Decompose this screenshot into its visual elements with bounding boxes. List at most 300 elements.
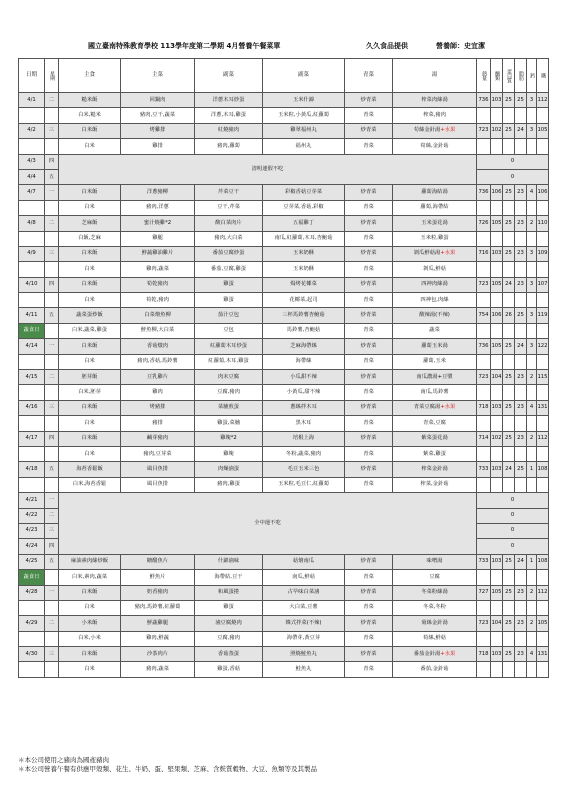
nutrition-cal-cell (477, 631, 491, 646)
nutrition-prot-cell (503, 416, 515, 431)
table-row (19, 216, 549, 231)
soup-text: 四神包,肉絲 (420, 296, 449, 303)
main-dish-cell: 豬肉,洋蔥 (121, 200, 195, 215)
soup-text: 紫菜蛋花湯 (421, 435, 448, 442)
nutrition-cal-cell: 723 (477, 370, 491, 385)
table-row (19, 246, 549, 261)
vegetable-cell: 炒青菜 (345, 93, 393, 108)
nutrition-fe-cell (537, 662, 549, 677)
nutrition-cal-cell: 736 (477, 339, 491, 354)
soup-cell (393, 370, 477, 385)
soup-cell (393, 600, 477, 615)
nutrition-ca-cell (527, 416, 537, 431)
staple-cell: 白米 (59, 600, 121, 615)
side-dish-2-cell: 蔥絲拌木耳 (263, 400, 345, 415)
staple-cell: 小米飯 (59, 616, 121, 631)
side-dish-2-cell: 韓式拌菜(不辣) (263, 616, 345, 631)
table-row (19, 385, 549, 400)
weekday-cell: 一 (45, 339, 59, 354)
nutrition-ca-cell: 4 (527, 185, 537, 200)
side-dish-1-cell: 豆干,芹菜 (195, 200, 263, 215)
soup-cell (393, 431, 477, 446)
soup-cell (393, 123, 477, 138)
weekday-cell (45, 600, 59, 615)
weekday-cell (45, 662, 59, 677)
side-dish-2-cell: 大白菜,豆薯 (263, 600, 345, 615)
nutrition-carb-cell (491, 354, 503, 369)
nutrition-fat-cell (515, 200, 527, 215)
weekday-cell (45, 293, 59, 308)
soup-text: 冬菜粉絲湯 (421, 589, 448, 596)
nutrition-ca-cell (527, 570, 537, 585)
side-dish-1-cell: 豬肉,蘿蔔 (195, 139, 263, 154)
nutrition-cal-cell (477, 385, 491, 400)
nutrition-ca-cell: 2 (527, 216, 537, 231)
nutrition-prot-cell (503, 570, 515, 585)
date-cell: 4/25 (19, 554, 45, 569)
nutrition-cal-cell (477, 477, 491, 492)
vegetable-cell: 青菜 (345, 262, 393, 277)
nutrition-ca-cell (527, 293, 537, 308)
nutrition-fat-cell (515, 262, 527, 277)
nutrition-fe-cell: 106 (537, 185, 549, 200)
nutrition-cal-cell: 714 (477, 431, 491, 446)
soup-text: 榨菜肉絲湯 (421, 96, 448, 103)
nutrition-fe-cell: 122 (537, 339, 549, 354)
vegetable-cell: 青菜 (345, 323, 393, 338)
staple-cell: 白米,小米 (59, 631, 121, 646)
weekday-cell: 四 (45, 539, 59, 554)
staple-cell: 白米 (59, 662, 121, 677)
soup-text: 豆腐 (429, 573, 440, 580)
nutrition-fe-cell (537, 446, 549, 461)
calories-cell: 0 (477, 154, 549, 169)
nutrition-ca-cell (527, 600, 537, 615)
vegetable-cell: 青菜 (345, 385, 393, 400)
nutrition-fat-cell (515, 631, 527, 646)
nutrition-fe-cell (537, 416, 549, 431)
side-dish-1-cell: 和風蛋捲 (195, 585, 263, 600)
main-dish-cell: 烤雞排 (121, 123, 195, 138)
nutrition-fat-cell (515, 108, 527, 123)
nutrition-fat-cell (515, 231, 527, 246)
weekday-cell: 一 (45, 585, 59, 600)
side-dish-1-cell: 豆腐,豬肉 (195, 385, 263, 400)
nutrition-carb-cell (491, 477, 503, 492)
table-row (19, 139, 549, 154)
nutrition-fe-cell: 131 (537, 400, 549, 415)
nutrition-ca-cell: 4 (527, 400, 537, 415)
table-row (19, 585, 549, 600)
nutrition-fe-cell (537, 231, 549, 246)
vegetable-cell: 青菜 (345, 293, 393, 308)
nutrition-prot-cell (503, 108, 515, 123)
main-dish-cell: 筍乾,豬肉 (121, 293, 195, 308)
vegetable-cell: 炒青菜 (345, 462, 393, 477)
nutrition-prot-cell: 25 (503, 431, 515, 446)
nutrition-fat-cell (515, 323, 527, 338)
side-dish-1-cell: 紅蘿蔔木耳炒蛋 (195, 339, 263, 354)
nutrition-carb-cell (491, 231, 503, 246)
weekday-cell: 四 (45, 277, 59, 292)
nutrition-ca-cell (527, 139, 537, 154)
table-row (19, 354, 549, 369)
date-cell (19, 293, 45, 308)
main-dish-cell: 鮮魚柳,大白菜 (121, 323, 195, 338)
side-dish-2-cell: 南瓜,鮮菇 (263, 570, 345, 585)
nutrition-fat-cell: 23 (515, 647, 527, 662)
nutrition-fe-cell (537, 600, 549, 615)
date-cell (19, 139, 45, 154)
vegetable-cell: 炒青菜 (345, 308, 393, 323)
weekday-cell (45, 323, 59, 338)
menu-header (18, 41, 548, 53)
main-dish-cell: 豬肉,豆芽菜 (121, 446, 195, 461)
soup-text: 蘿蔔,玉米 (423, 358, 446, 365)
table-row (19, 600, 549, 615)
nutrition-prot-cell: 25 (503, 647, 515, 662)
vegetable-cell: 炒青菜 (345, 647, 393, 662)
nutrition-fat-cell (515, 139, 527, 154)
weekday-cell (45, 446, 59, 461)
weekday-cell: 二 (45, 370, 59, 385)
nutrition-ca-cell: 3 (527, 93, 537, 108)
nutrition-fe-cell (537, 108, 549, 123)
side-dish-1-cell: 番茄豆腐炒蛋 (195, 246, 263, 261)
nutrition-prot-cell: 25 (503, 93, 515, 108)
nutrition-cal-cell (477, 570, 491, 585)
fruit-note: +水果 (440, 650, 456, 657)
nutrition-ca-cell (527, 385, 537, 400)
soup-text: 青菜豆腐湯 (413, 404, 441, 411)
nutrition-fe-cell (537, 139, 549, 154)
nutrition-prot-cell: 26 (503, 308, 515, 323)
nutrition-carb-cell (491, 385, 503, 400)
soup-cell (393, 200, 477, 215)
nutrition-ca-cell (527, 262, 537, 277)
side-dish-1-cell: 雞蛋,香菇 (195, 662, 263, 677)
side-dish-1-cell: 什錦滷味 (195, 554, 263, 569)
weekday-cell (45, 416, 59, 431)
nutrition-prot-cell: 25 (503, 370, 515, 385)
soup-text: 酸辣湯(不辣) (419, 312, 450, 319)
nutrition-ca-cell (527, 446, 537, 461)
staple-cell: 白米飯 (59, 185, 121, 200)
nutrition-carb-cell (491, 631, 503, 646)
nutrition-cal-cell (477, 200, 491, 215)
soup-cell (393, 216, 477, 231)
nutrition-prot-cell (503, 631, 515, 646)
nutritionist-label: 營養師：史宜潔 (436, 42, 485, 50)
nutrition-prot-cell (503, 139, 515, 154)
date-cell (19, 200, 45, 215)
nutrition-fat-cell: 23 (515, 585, 527, 600)
nutrition-fe-cell: 110 (537, 216, 549, 231)
nutrition-prot-cell (503, 293, 515, 308)
weekday-cell: 一 (45, 493, 59, 508)
staple-cell: 胚芽飯 (59, 370, 121, 385)
nutrition-cal-cell (477, 600, 491, 615)
date-cell (19, 385, 45, 400)
nutrition-prot-cell: 25 (503, 616, 515, 631)
soup-text: 味噌湯 (426, 558, 443, 565)
nutrition-cal-cell: 736 (477, 185, 491, 200)
nutrition-carb-cell: 103 (491, 647, 503, 662)
main-dish-cell: 風目魚排 (121, 477, 195, 492)
main-dish-cell: 沙茶肉片 (121, 647, 195, 662)
date-cell: 4/9 (19, 246, 45, 261)
date-cell: 4/18 (19, 462, 45, 477)
soup-cell (393, 477, 477, 492)
date-cell: 4/15 (19, 370, 45, 385)
table-row (19, 631, 549, 646)
nutrition-fe-cell: 112 (537, 431, 549, 446)
date-cell: 4/16 (19, 400, 45, 415)
weekday-cell: 五 (45, 308, 59, 323)
nutrition-ca-cell: 3 (527, 123, 537, 138)
main-dish-cell: 鹹芽豬肉 (121, 431, 195, 446)
nutrition-cal-cell: 727 (477, 585, 491, 600)
table-row (19, 277, 549, 292)
vegetable-cell: 炒青菜 (345, 431, 393, 446)
vegetable-cell: 炒青菜 (345, 400, 393, 415)
nutrition-ca-cell: 3 (527, 277, 537, 292)
col-header-protein: 蛋白質 (503, 59, 515, 93)
nutrition-carb-cell: 104 (491, 616, 503, 631)
table-row (19, 493, 549, 508)
nutrition-fe-cell (537, 293, 549, 308)
weekday-cell: 四 (45, 154, 59, 169)
side-dish-1-cell: 豆腐,豬肉 (195, 631, 263, 646)
nutrition-carb-cell (491, 446, 503, 461)
weekday-cell (45, 385, 59, 400)
no-meal-note: 全中運不吃 (59, 493, 477, 555)
soup-cell (393, 385, 477, 400)
soup-text: 菊絲金針湯 (421, 619, 448, 626)
date-cell: 4/22 (19, 508, 45, 523)
nutrition-cal-cell (477, 231, 491, 246)
nutrition-ca-cell (527, 354, 537, 369)
nutrition-prot-cell (503, 477, 515, 492)
date-cell: 4/1 (19, 93, 45, 108)
vegetable-cell: 炒青菜 (345, 616, 393, 631)
nutrition-carb-cell (491, 262, 503, 277)
nutrition-fat-cell: 25 (515, 308, 527, 323)
table-row (19, 647, 549, 662)
table-row (19, 400, 549, 415)
weekday-cell: 三 (45, 123, 59, 138)
staple-cell: 白米,胚芽 (59, 385, 121, 400)
soup-cell (393, 631, 477, 646)
nutrition-ca-cell: 1 (527, 554, 537, 569)
nutrition-cal-cell (477, 262, 491, 277)
soup-cell (393, 185, 477, 200)
main-dish-cell: 筍乾豬肉 (121, 277, 195, 292)
main-dish-cell: 香菇燉肉 (121, 339, 195, 354)
weekday-cell: 三 (45, 647, 59, 662)
weekday-cell: 二 (45, 216, 59, 231)
col-header-iron: 鐵 (537, 59, 549, 93)
side-dish-2-cell: 小黃瓜,甜不辣 (263, 385, 345, 400)
nutrition-prot-cell: 25 (503, 554, 515, 569)
nutrition-prot-cell: 24 (503, 462, 515, 477)
side-dish-2-cell: 花椰菜,起司 (263, 293, 345, 308)
side-dish-1-cell: 肉末豆腐 (195, 370, 263, 385)
nutrition-fe-cell: 119 (537, 308, 549, 323)
col-header-side-dish-1: 副菜 (195, 59, 263, 93)
side-dish-1-cell: 雞塊 (195, 446, 263, 461)
weekday-cell: 三 (45, 400, 59, 415)
date-cell: 4/8 (19, 216, 45, 231)
nutrition-cal-cell: 723 (477, 616, 491, 631)
col-header-calcium: 鈣 (527, 59, 537, 93)
nutrition-prot-cell: 25 (503, 400, 515, 415)
nutrition-fat-cell: 23 (515, 431, 527, 446)
side-dish-2-cell: 五福雞丁 (263, 216, 345, 231)
table-row (19, 93, 549, 108)
table-row (19, 662, 549, 677)
table-row (19, 446, 549, 461)
col-header-soup: 湯 (393, 59, 477, 93)
nutrition-cal-cell (477, 446, 491, 461)
date-cell: 4/14 (19, 339, 45, 354)
soup-cell (393, 354, 477, 369)
soup-text: 玉米粒,雞蛋 (420, 235, 449, 242)
staple-cell: 麻油素肉絲炒飯 (59, 554, 121, 569)
nutrition-prot-cell (503, 662, 515, 677)
table-row (19, 570, 549, 585)
staple-cell: 白米飯 (59, 647, 121, 662)
vegetarian-day-badge: 蔬食日 (19, 570, 45, 585)
nutrition-prot-cell (503, 262, 515, 277)
soup-cell (393, 616, 477, 631)
nutrition-fe-cell (537, 477, 549, 492)
weekday-cell: 三 (45, 246, 59, 261)
fruit-note: +水果 (440, 404, 456, 411)
date-cell: 4/24 (19, 539, 45, 554)
weekday-cell (45, 231, 59, 246)
nutrition-carb-cell (491, 570, 503, 585)
nutrition-fe-cell: 131 (537, 647, 549, 662)
nutrition-fat-cell (515, 354, 527, 369)
side-dish-2-cell: 彩椒香菇豆芽菜 (263, 185, 345, 200)
vegetable-cell: 青菜 (345, 570, 393, 585)
staple-cell: 海苔香鬆飯 (59, 462, 121, 477)
nutrition-ca-cell: 1 (527, 462, 537, 477)
nutrition-carb-cell: 105 (491, 277, 503, 292)
staple-cell: 白飯,芝麻 (59, 231, 121, 246)
nutrition-ca-cell: 3 (527, 246, 537, 261)
nutrition-prot-cell (503, 354, 515, 369)
nutrition-prot-cell (503, 446, 515, 461)
staple-cell: 白米飯 (59, 339, 121, 354)
nutrition-ca-cell: 4 (527, 647, 537, 662)
main-dish-cell: 豆乳雞片 (121, 370, 195, 385)
soup-text: 苟絲金針湯 (413, 127, 441, 134)
nutrition-ca-cell: 3 (527, 339, 537, 354)
side-dish-2-cell: 玉米粒,小黃瓜,紅蘿蔔 (263, 108, 345, 123)
side-dish-2-cell: 古早味白菜滷 (263, 585, 345, 600)
nutrition-prot-cell: 25 (503, 185, 515, 200)
col-header-carbs: 醣類 (491, 59, 503, 93)
side-dish-1-cell: 茄汁豆包 (195, 308, 263, 323)
calories-cell: 0 (477, 523, 549, 538)
table-row (19, 231, 549, 246)
nutrition-fat-cell (515, 570, 527, 585)
date-cell (19, 446, 45, 461)
nutrition-cal-cell: 733 (477, 462, 491, 477)
side-dish-2-cell: 芝麻海帶絲 (263, 339, 345, 354)
vegetable-cell: 青菜 (345, 139, 393, 154)
soup-text: 紫菜,雞蛋 (423, 450, 446, 457)
staple-cell: 白米,蔬菜,雞蛋 (59, 323, 121, 338)
main-dish-cell: 烤豬排 (121, 400, 195, 415)
main-dish-cell: 風目魚排 (121, 462, 195, 477)
table-row (19, 308, 549, 323)
date-cell: 4/10 (19, 277, 45, 292)
nutrition-fat-cell: 25 (515, 93, 527, 108)
soup-text: 榨菜,金針菇 (420, 481, 449, 488)
col-header-vegetable: 青菜 (345, 59, 393, 93)
nutrition-fe-cell (537, 200, 549, 215)
nutrition-fat-cell (515, 446, 527, 461)
soup-text: 筍絲,鮮菇 (423, 635, 446, 642)
nutrition-ca-cell: 2 (527, 431, 537, 446)
main-dish-cell: 豬肉,馬鈴薯,紅蘿蔔 (121, 600, 195, 615)
nutrition-carb-cell (491, 139, 503, 154)
date-cell: 4/11 (19, 308, 45, 323)
nutrition-fe-cell: 105 (537, 616, 549, 631)
nutrition-carb-cell: 106 (491, 185, 503, 200)
soup-text: 蘿蔔玉米湯 (421, 342, 448, 349)
col-header-calories: 熱量 (477, 59, 491, 93)
staple-cell: 白米 (59, 416, 121, 431)
calories-cell: 0 (477, 493, 549, 508)
nutrition-cal-cell (477, 354, 491, 369)
table-row (19, 339, 549, 354)
date-cell (19, 416, 45, 431)
weekday-cell (45, 108, 59, 123)
weekday-cell (45, 570, 59, 585)
side-dish-2-cell: 玉米什錦 (263, 93, 345, 108)
date-cell (19, 108, 45, 123)
side-dish-1-cell: 番茄,豆腐,雞蛋 (195, 262, 263, 277)
date-cell: 4/30 (19, 647, 45, 662)
vegetable-cell: 炒青菜 (345, 277, 393, 292)
side-dish-1-cell: 洋蔥木耳炒蛋 (195, 93, 263, 108)
nutrition-fat-cell (515, 600, 527, 615)
weekday-cell: 二 (45, 93, 59, 108)
side-dish-2-cell: 毛豆玉米三色 (263, 462, 345, 477)
vegetable-cell: 炒青菜 (345, 370, 393, 385)
side-dish-1-cell: 雞蛋 (195, 277, 263, 292)
date-cell: 4/4 (19, 169, 45, 184)
nutrition-carb-cell: 103 (491, 400, 503, 415)
nutrition-cal-cell: 716 (477, 246, 491, 261)
soup-cell (393, 662, 477, 677)
date-cell: 4/29 (19, 616, 45, 631)
soup-cell (393, 446, 477, 461)
side-dish-2-cell: 雞翠福州丸 (263, 123, 345, 138)
soup-text: 玉米蛋花湯 (421, 219, 448, 226)
main-dish-cell: 雞排 (121, 139, 195, 154)
soup-text: 蘿蔔,海帶結 (420, 204, 449, 211)
table-row (19, 370, 549, 385)
table-header-row (19, 59, 549, 93)
table-row (19, 554, 549, 569)
nutrition-fat-cell: 23 (515, 216, 527, 231)
nutrition-fe-cell (537, 385, 549, 400)
